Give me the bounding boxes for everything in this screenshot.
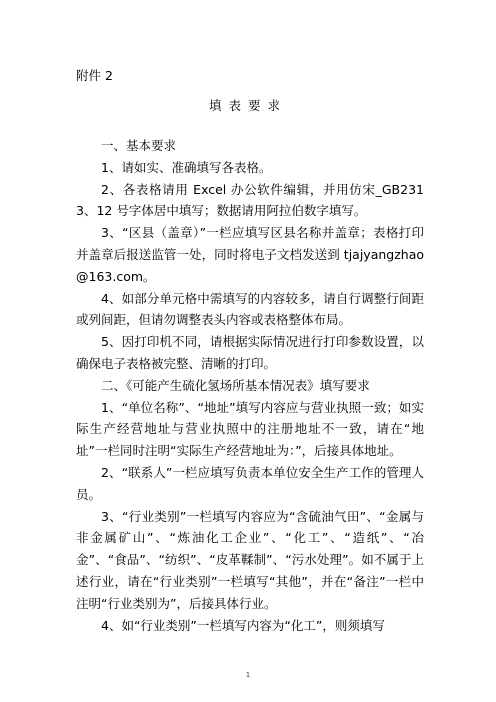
document-title: 填表要求 bbox=[208, 98, 287, 113]
paragraph: 1、“单位名称”、“地址”填写内容应与营业执照一致；如实际生产经营地址与营业执照中的注册地址不一致，请在“地址”一栏同时注明“实际生产经营地址为：”，后接具体地址。 bbox=[76, 399, 424, 459]
section-heading-basic: 一、基本要求 bbox=[101, 138, 177, 153]
paragraph: 4、如“行业类别”一栏填写内容为“化工”，则须填写 bbox=[101, 617, 385, 633]
paragraph: 2、“联系人”一栏应填写负责本单位安全生产工作的管理人员。 bbox=[76, 464, 424, 502]
section-heading-table: 二、《可能产生硫化氢场所基本情况表》填写要求 bbox=[101, 377, 370, 393]
paragraph: 3、“区县（盖章）”一栏应填写区县名称并盖章；表格打印并盖章后报送监管一处，同时将电子文档发送到 tjajyangzhao@163.com。 bbox=[76, 225, 424, 284]
paragraph: 4、如部分单元格中需填写的内容较多，请自行调整行间距或列间距，但请勿调整表头内容或表格整体布局。 bbox=[76, 290, 424, 328]
paragraph: 2、各表格请用 Excel 办公软件编辑，并用仿宋_GB2313、12 号字体居中填写；数据请用阿拉伯数字填写。 bbox=[76, 181, 424, 219]
paragraph: 3、“行业类别”一栏填写内容应为“含硫油气田”、“金属与非金属矿山”、“炼油化工企业”、“化工”、“造纸”、“冶金”、“食品”、“纺织”、“皮革鞣制”、“污水处理”。如不属于上述行业，请在“行业类别”一栏填写“其他”，并在“备注”一栏中注明“行业类别为”，后接具体行业。 bbox=[76, 508, 424, 611]
document-body bbox=[76, 135, 424, 636]
paragraph: 5、因打印机不同，请根据实际情况进行打印参数设置，以确保电子表格被完整、清晰的打印。 bbox=[76, 334, 424, 371]
paragraph: 1、请如实、准确填写各表格。 bbox=[101, 159, 272, 175]
page-number: 1 bbox=[245, 671, 251, 679]
attachment-label: 附件 2 bbox=[76, 68, 113, 83]
